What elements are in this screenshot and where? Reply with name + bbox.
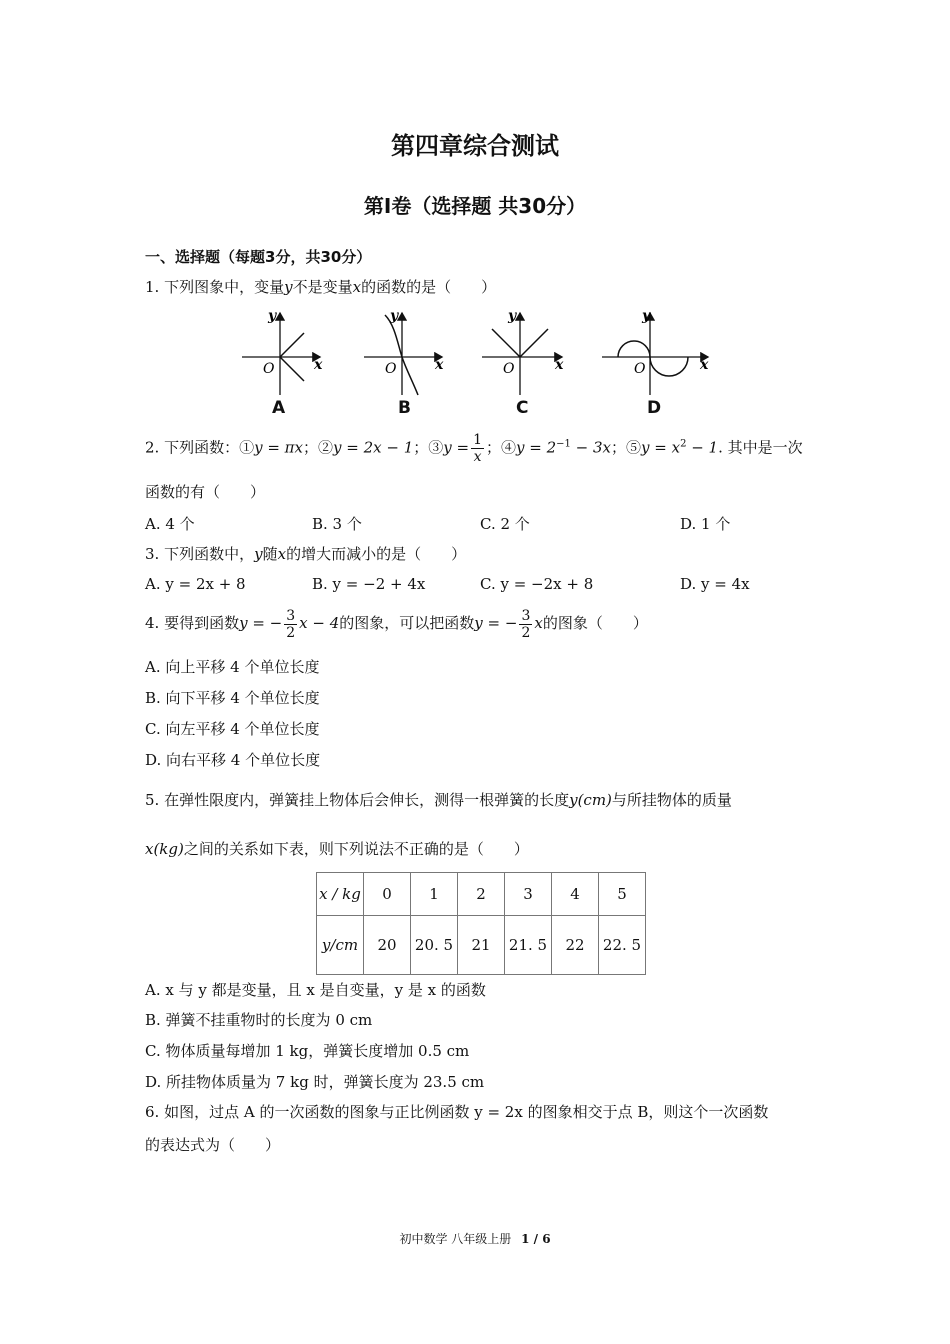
q4-text: 4. 要得到函数	[145, 614, 240, 632]
q2-text: ；⑤	[611, 438, 642, 457]
graph-b-axis-y: y	[390, 308, 399, 324]
q2-formula-1: y = πx	[254, 438, 303, 457]
graph-d-axis-x: x	[700, 357, 709, 373]
q5-option-a: A. x 与 y 都是变量，且 x 是自变量，y 是 x 的函数	[145, 981, 486, 999]
q2-frac-den: x	[473, 449, 482, 465]
graph-label-b: B	[398, 398, 411, 418]
graph-a	[242, 308, 323, 395]
q4-fraction-1	[284, 608, 297, 641]
table-cell: 4	[552, 873, 599, 916]
q2-formula-2: y = 2x − 1	[333, 438, 414, 457]
q3-text: 3. 下列函数中，	[145, 545, 255, 563]
table-cell: 0	[364, 873, 411, 916]
graph-d	[602, 308, 709, 395]
q5-var-x: x(kg)	[145, 840, 184, 858]
q4-frac1-den: 2	[286, 624, 296, 641]
q2-formula-3: y =	[443, 438, 470, 457]
graph-b	[364, 308, 444, 395]
q4-option-b: B. 向下平移 4 个单位长度	[145, 689, 320, 707]
q2-formula-4-tail: − 3x	[570, 438, 611, 457]
graph-c-axis-y: y	[508, 308, 517, 324]
question-4	[145, 604, 648, 642]
footer-text: 初中数学 八年级上册	[399, 1232, 512, 1246]
q1-graphs	[230, 305, 730, 400]
q4-frac2-den: 2	[521, 624, 531, 641]
table-cell: 21. 5	[505, 916, 552, 975]
q2-text: ；②	[303, 438, 334, 457]
q4-option-d: D. 向右平移 4 个单位长度	[145, 751, 321, 769]
q2-option-b: B. 3 个	[312, 515, 362, 533]
table-cell: 3	[505, 873, 552, 916]
q2-formula-5-tail: − 1	[686, 438, 719, 457]
q5-option-b: B. 弹簧不挂重物时的长度为 0 cm	[145, 1011, 373, 1029]
table-header-x	[317, 873, 364, 916]
q4-text: 的图象（ ）	[542, 614, 648, 632]
q5-option-c: C. 物体质量每增加 1 kg，弹簧长度增加 0.5 cm	[145, 1042, 470, 1060]
q2-text: . 其中是一次	[718, 438, 803, 457]
graph-label-d: D	[647, 398, 662, 418]
question-5-line2	[145, 838, 529, 860]
question-6-line2: 的表达式为（ ）	[145, 1136, 281, 1154]
q4-text: 的图象，可以把函数	[339, 614, 475, 632]
graph-c-axis-x: x	[555, 357, 564, 373]
section-heading: 一、选择题（每题3分，共30分）	[145, 248, 372, 266]
q5-option-d: D. 所挂物体质量为 7 kg 时，弹簧长度为 23.5 cm	[145, 1073, 485, 1091]
table-cell: 20. 5	[411, 916, 458, 975]
q5-text: 之间的关系如下表，则下列说法不正确的是（ ）	[183, 840, 529, 858]
q5-text: 与所挂物体的质量	[611, 791, 732, 809]
q4-formula-1: y = −	[239, 614, 283, 632]
q4-option-c: C. 向左平移 4 个单位长度	[145, 720, 320, 738]
q4-fraction-2	[519, 608, 532, 641]
question-2	[145, 432, 803, 465]
table-cell: 5	[599, 873, 646, 916]
table-header-y	[317, 916, 364, 975]
q3-option-c: C. y = −2x + 8	[480, 575, 594, 593]
table-cell: 22. 5	[599, 916, 646, 975]
graph-c	[482, 308, 564, 395]
q5-table	[316, 872, 646, 975]
q1-var-x: x	[352, 278, 362, 296]
graph-b-origin: O	[385, 361, 397, 377]
graph-c-origin: O	[503, 361, 515, 377]
graph-a-axis-x: x	[314, 357, 323, 373]
page-title: 第四章综合测试	[391, 132, 559, 160]
table-cell: 2	[458, 873, 505, 916]
table-cell: 20	[364, 916, 411, 975]
q1-text: 不是变量	[292, 278, 353, 296]
graph-label-c: C	[516, 398, 529, 418]
graph-a-origin: O	[263, 361, 275, 377]
q3-text: 随	[262, 545, 278, 563]
q2-formula-5: y = x	[641, 438, 681, 457]
q3-option-d: D. y = 4x	[680, 575, 750, 593]
table-cell: 21	[458, 916, 505, 975]
q1-text: 1. 下列图象中，变量	[145, 278, 285, 296]
graph-d-origin: O	[634, 361, 646, 377]
q2-option-d: D. 1 个	[680, 515, 731, 533]
q4-option-a: A. 向上平移 4 个单位长度	[145, 658, 320, 676]
q2-formula-5-exp: 2	[680, 438, 687, 450]
q2-formula-4-exp: −1	[556, 438, 571, 450]
question-3	[145, 543, 466, 565]
q3-var-x: x	[277, 545, 287, 563]
section-title: 第Ⅰ卷（选择题 共30分）	[363, 194, 587, 218]
q1-var-y: y	[284, 278, 293, 296]
q2-text: 2. 下列函数：①	[145, 438, 255, 457]
q5-var-y: y(cm)	[569, 791, 612, 809]
graph-a-axis-y: y	[268, 308, 277, 324]
q3-var-y: y	[254, 545, 263, 563]
table-header-x-text: x / kg	[319, 885, 361, 903]
q4-formula-1-tail: x − 4	[299, 614, 340, 632]
page-number: 1 / 6	[521, 1232, 551, 1246]
graph-d-axis-y: y	[642, 308, 651, 324]
q2-option-c: C. 2 个	[480, 515, 530, 533]
q2-fraction	[471, 432, 484, 465]
table-cell: 22	[552, 916, 599, 975]
graph-b-axis-x: x	[435, 357, 444, 373]
q1-text: 的函数的是（ ）	[361, 278, 497, 296]
table-header-y-text: y/cm	[321, 936, 359, 954]
question-1	[145, 276, 496, 298]
q2-option-a: A. 4 个	[145, 515, 195, 533]
q3-option-a: A. y = 2x + 8	[145, 575, 246, 593]
graph-label-a: A	[272, 398, 286, 418]
q4-frac2-num: 3	[521, 607, 531, 624]
q4-frac1-num: 3	[286, 607, 296, 624]
q3-text: 的增大而减小的是（ ）	[286, 545, 467, 563]
question-2-line2: 函数的有（ ）	[145, 483, 266, 501]
q2-frac-num: 1	[473, 432, 482, 448]
q2-formula-4: y = 2	[516, 438, 557, 457]
q4-formula-2: y = −	[474, 614, 518, 632]
table-cell: 1	[411, 873, 458, 916]
q2-text: ；④	[486, 438, 517, 457]
q3-option-b: B. y = −2 + 4x	[312, 575, 426, 593]
question-6: 6. 如图，过点 A 的一次函数的图象与正比例函数 y = 2x 的图象相交于点 B，则这个一次函数	[145, 1103, 769, 1121]
question-5	[145, 789, 732, 811]
q4-formula-2-tail: x	[534, 614, 543, 632]
q5-text: 5. 在弹性限度内，弹簧挂上物体后会伸长，测得一根弹簧的长度	[145, 791, 570, 809]
q2-text: ；③	[413, 438, 444, 457]
page-footer	[0, 1230, 950, 1247]
